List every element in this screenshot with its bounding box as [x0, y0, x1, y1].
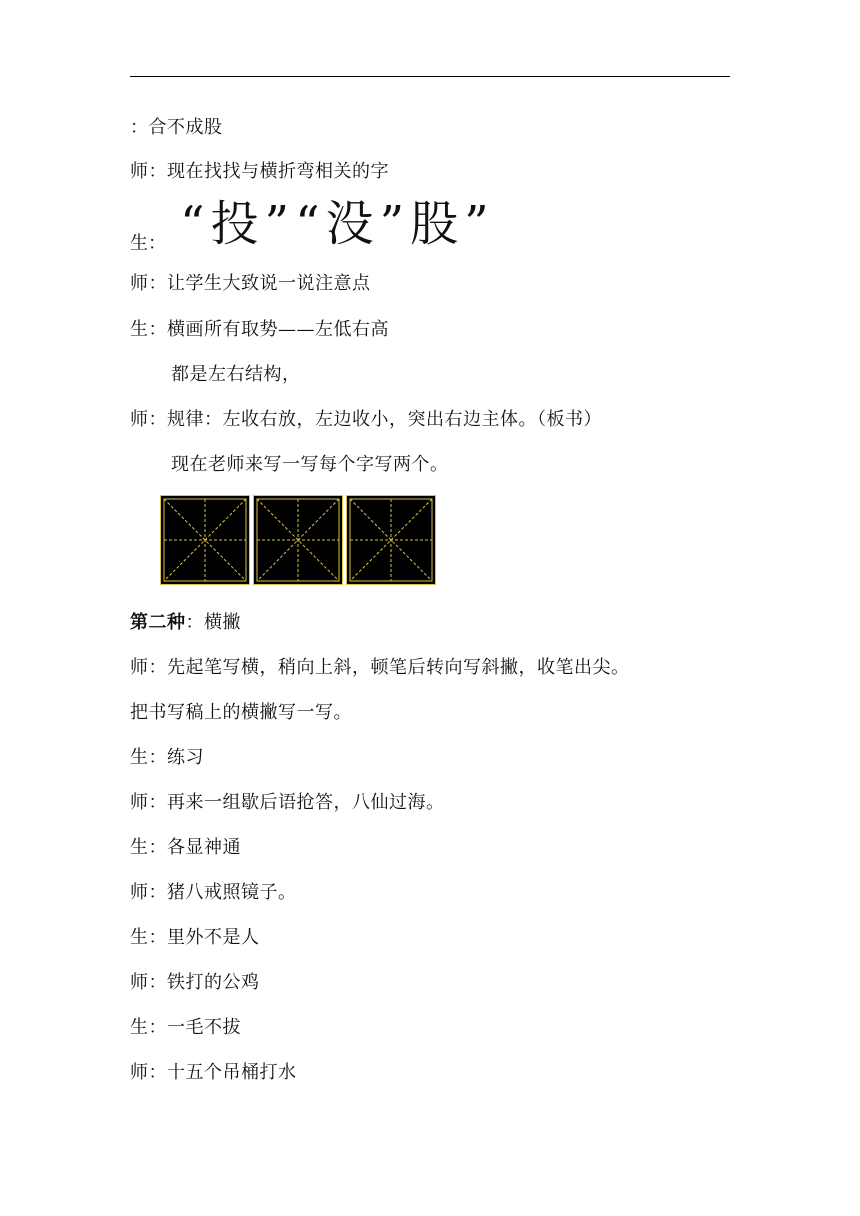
text-line-8: 现在老师来写一写每个字写两个。 — [171, 454, 449, 475]
text-line-10: 师：先起笔写横，稍向上斜，顿笔后转向写斜撇，收笔出尖。 — [130, 657, 630, 678]
practice-grid — [160, 495, 436, 585]
text-line-15: 师：猪八戒照镜子。 — [130, 882, 297, 903]
large-characters: “投”“没”股” — [180, 196, 495, 252]
text-line-5: 生：横画所有取势——左低右高 — [130, 319, 389, 340]
text-line-19: 师：十五个吊桶打水 — [130, 1062, 297, 1083]
section-heading-label: 第二种 — [130, 612, 186, 633]
text-line-18: 生：一毛不拔 — [130, 1017, 241, 1038]
text-line-2: 师：现在找找与横折弯相关的字 — [130, 161, 389, 182]
text-line-17: 师：铁打的公鸡 — [130, 972, 260, 993]
practice-grid-cell — [253, 495, 343, 585]
text-line-7: 师：规律：左收右放，左边收小，突出右边主体。（板书） — [130, 409, 602, 430]
text-line-16: 生：里外不是人 — [130, 927, 260, 948]
text-line-6: 都是左右结构， — [171, 364, 301, 385]
text-line-12: 生：练习 — [130, 747, 204, 768]
text-line-1: ：合不成股 — [130, 117, 223, 138]
text-line-14: 生：各显神通 — [130, 837, 241, 858]
header-rule — [130, 76, 730, 77]
speaker-label: 生： — [130, 233, 166, 254]
practice-grid-cell — [160, 495, 250, 585]
text-line-4: 师：让学生大致说一说注意点 — [130, 273, 371, 294]
text-line-13: 师：再来一组歇后语抢答，八仙过海。 — [130, 792, 445, 813]
practice-grid-cell — [346, 495, 436, 585]
section-heading-rest: ：横撇 — [185, 612, 241, 633]
section-heading — [130, 611, 241, 635]
text-line-11: 把书写稿上的横撇写一写。 — [130, 702, 352, 723]
